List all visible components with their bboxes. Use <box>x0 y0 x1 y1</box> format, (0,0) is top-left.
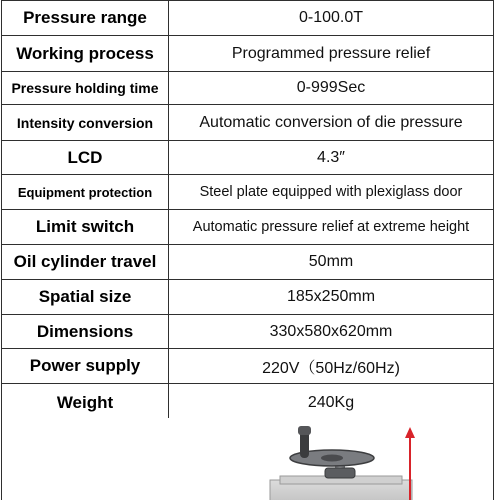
table-row <box>2 175 494 210</box>
spec-label: Pressure holding time <box>2 72 169 105</box>
specification-table <box>1 0 494 423</box>
spec-value: 240Kg <box>169 384 494 423</box>
spec-value: 220V（50Hz/60Hz) <box>169 349 494 384</box>
spec-label: LCD <box>2 141 169 175</box>
table-row <box>2 36 494 72</box>
spec-label: Spatial size <box>2 280 169 315</box>
spec-label: Dimensions <box>2 315 169 349</box>
table-row <box>2 1 494 36</box>
spec-value: 4.3″ <box>169 141 494 175</box>
table-row <box>2 315 494 349</box>
spec-label: Weight <box>2 384 169 423</box>
table-row <box>2 245 494 280</box>
spec-value: 50mm <box>169 245 494 280</box>
table-row <box>2 384 494 423</box>
spec-value: Automatic conversion of die pressure <box>169 105 494 141</box>
spec-value: 0-999Sec <box>169 72 494 105</box>
spec-label: Limit switch <box>2 210 169 245</box>
spec-value: Steel plate equipped with plexiglass door <box>169 175 494 210</box>
table-row <box>2 141 494 175</box>
spec-label: Working process <box>2 36 169 72</box>
spec-label: Oil cylinder travel <box>2 245 169 280</box>
spec-value: 330x580x620mm <box>169 315 494 349</box>
spec-value: 185x250mm <box>169 280 494 315</box>
arrow-head-icon <box>405 427 415 438</box>
spec-value: Programmed pressure relief <box>169 36 494 72</box>
product-photo <box>1 418 494 500</box>
table-row <box>2 105 494 141</box>
table-row <box>2 349 494 384</box>
handwheel-hub <box>321 455 343 462</box>
spec-value: 0-100.0T <box>169 1 494 36</box>
hydraulic-press-illustration <box>2 418 492 500</box>
shaft-collar <box>325 468 355 478</box>
table-row <box>2 280 494 315</box>
spec-label: Power supply <box>2 349 169 384</box>
spec-label: Intensity conversion <box>2 105 169 141</box>
spec-value: Automatic pressure relief at extreme height <box>169 210 494 245</box>
table-row <box>2 210 494 245</box>
spec-label: Equipment protection <box>2 175 169 210</box>
spec-label: Pressure range <box>2 1 169 36</box>
handle-cap <box>298 426 311 435</box>
table-row <box>2 72 494 105</box>
